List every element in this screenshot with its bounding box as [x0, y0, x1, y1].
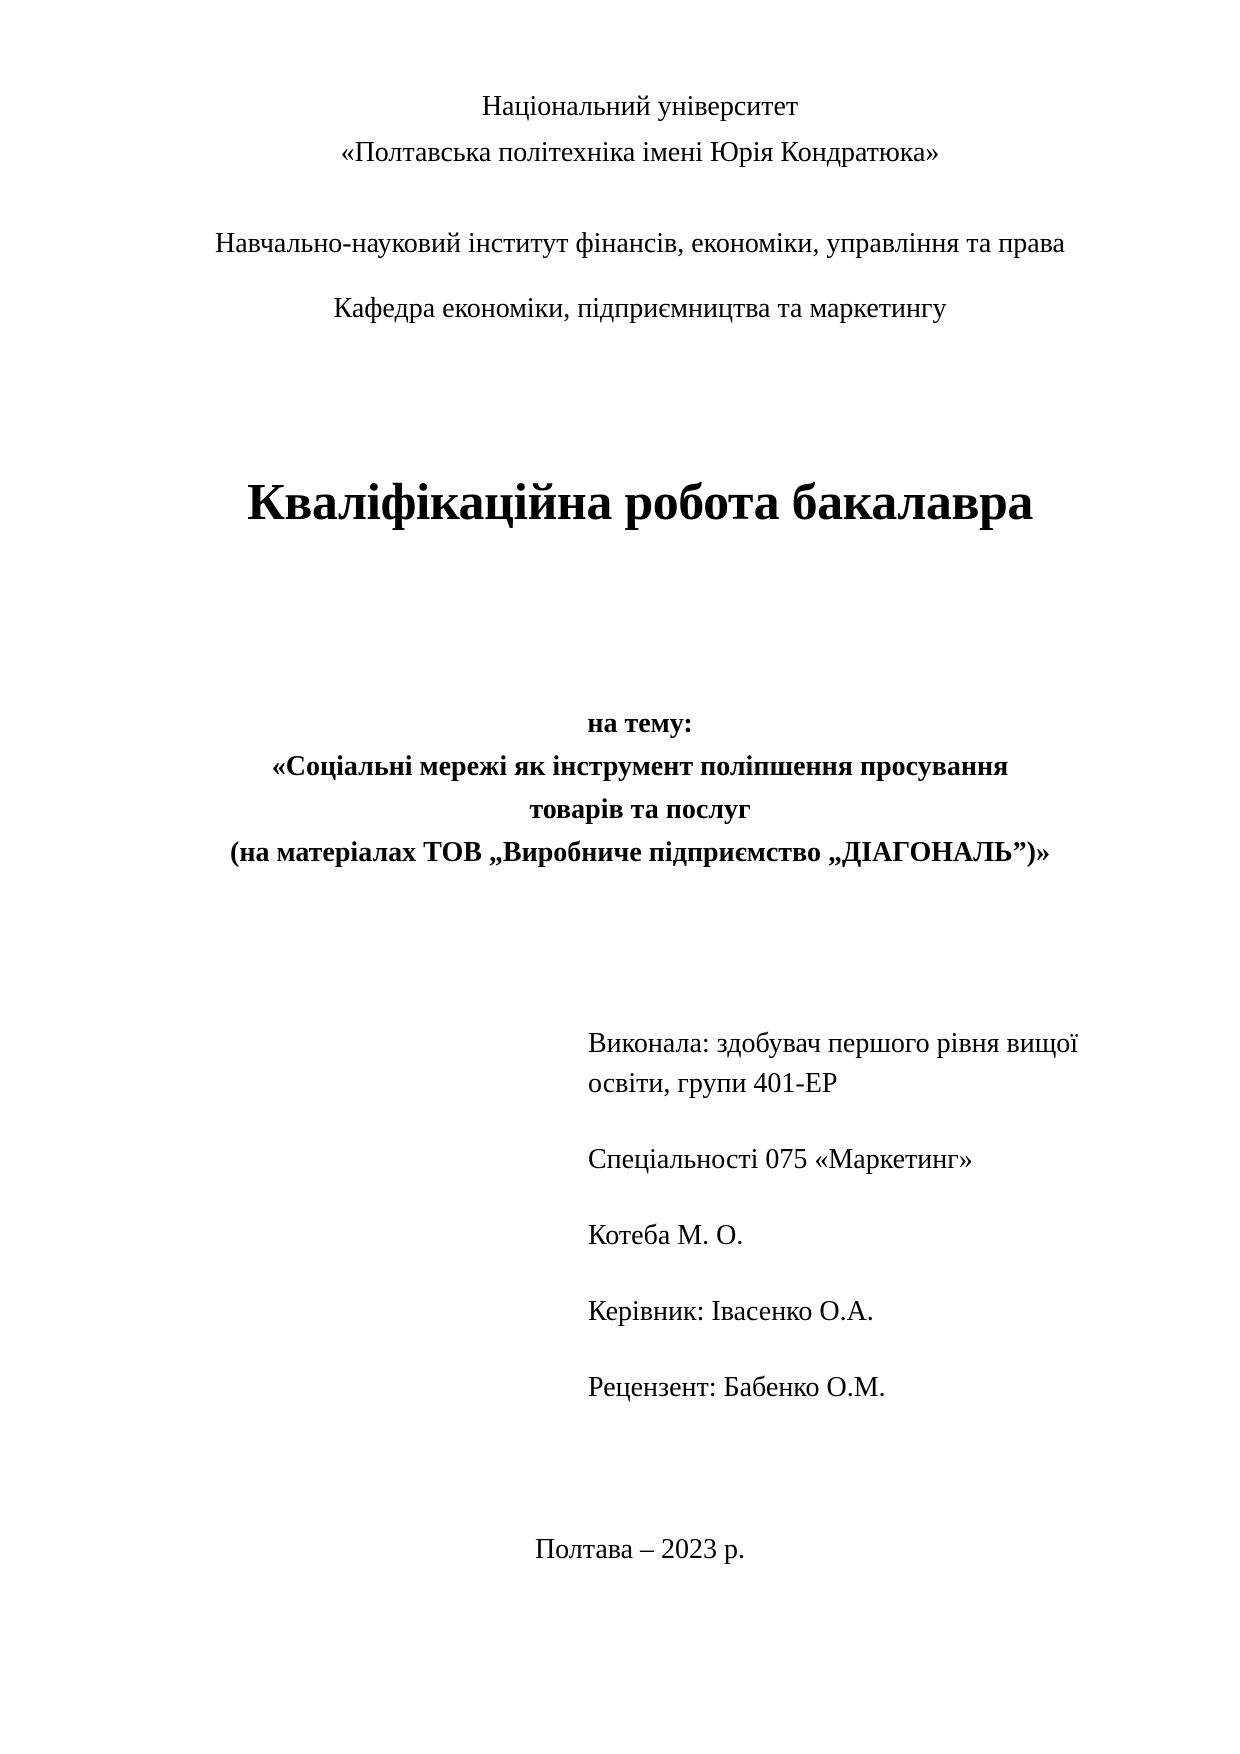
topic-line-2: товарів та послуг [529, 794, 751, 825]
topic-line-3: (на матеріалах ТОВ „Виробниче підприємство „ДІАГОНАЛЬ”)» [230, 837, 1050, 868]
performed-by-line: Виконала: здобувач першого рівня вищої освіти, групи 401-ЕР [588, 1028, 1079, 1099]
student-name-line: Котеба М. О. [588, 1220, 744, 1251]
topic-line-1: «Соціальні мережі як інструмент поліпшення просування [271, 751, 1009, 782]
topic-section [150, 702, 1130, 874]
speciality-line: Спеціальності 075 «Маркетинг» [588, 1144, 973, 1175]
department-name: Кафедра економіки, підприємництва та маркетингу [333, 293, 947, 324]
university-name-line2: «Полтавська політехніка імені Юрія Кондратюка» [340, 137, 940, 168]
topic-label: на тему: [587, 708, 693, 739]
author-credentials-block [588, 1024, 1143, 1444]
thesis-title: Кваліфікаційна робота бакалавра [247, 474, 1033, 531]
institute-name: Навчально-науковий інститут фінансів, економіки, управління та права [215, 228, 1065, 259]
university-name-line1: Національний університет [481, 91, 799, 122]
university-header [150, 84, 1130, 176]
supervisor-line: Керівник: Івасенко О.А. [588, 1296, 874, 1327]
city-year-line: Полтава – 2023 р. [534, 1534, 746, 1565]
reviewer-line: Рецензент: Бабенко О.М. [588, 1372, 886, 1403]
